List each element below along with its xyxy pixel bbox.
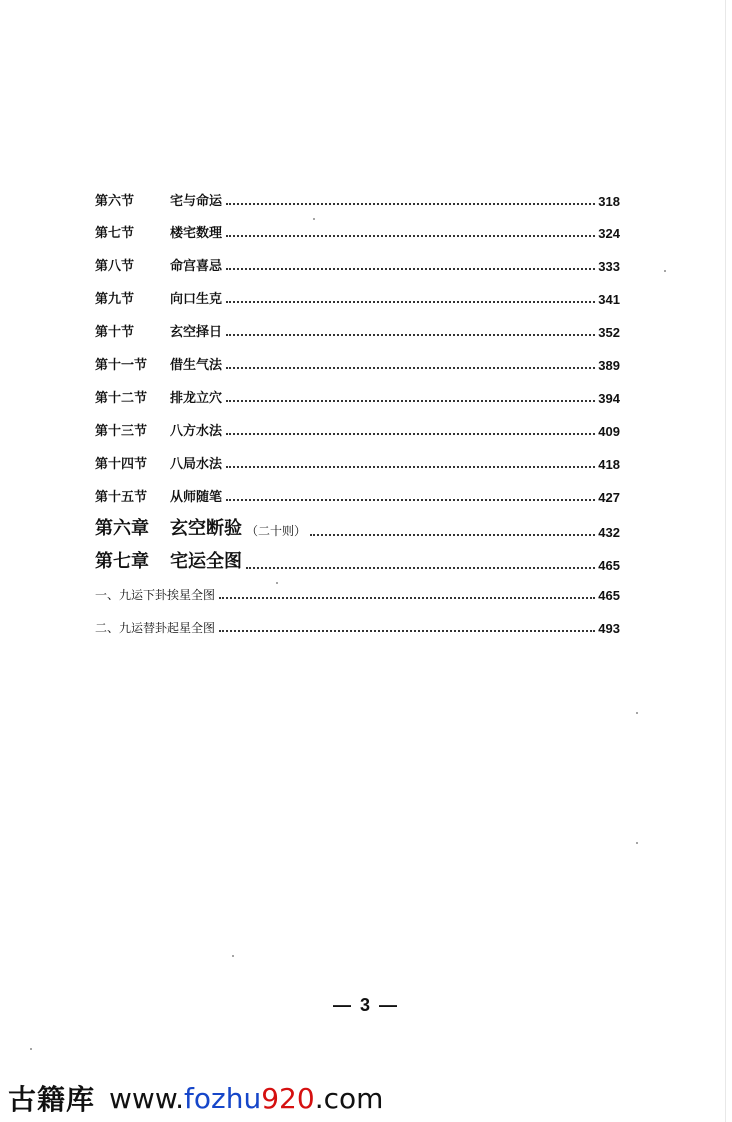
toc-row-chapter-7[interactable]	[95, 547, 620, 573]
subitem-title: 二、九运替卦起星全图	[95, 621, 216, 635]
site-watermark	[8, 1078, 383, 1118]
toc-row-section-15[interactable]	[95, 486, 620, 505]
section-title: 八局水法	[170, 457, 223, 472]
scan-speck	[636, 712, 638, 714]
toc-row-section-7[interactable]	[95, 222, 620, 241]
toc-row-chapter-6[interactable]	[95, 514, 620, 540]
toc-row-section-9[interactable]	[95, 288, 620, 307]
dot-leader	[226, 268, 595, 270]
scan-speck	[276, 582, 278, 584]
watermark-920: 920	[261, 1081, 315, 1115]
section-title: 宅与命运	[170, 194, 223, 209]
section-title: 借生气法	[170, 358, 223, 373]
page-edge	[725, 0, 726, 1122]
page-number: 333	[598, 259, 620, 274]
section-number: 第十二节	[95, 391, 148, 406]
page-number: 465	[598, 588, 620, 603]
section-title: 玄空择日	[170, 325, 223, 340]
toc-row-section-10[interactable]	[95, 321, 620, 340]
page-number: 324	[598, 226, 620, 241]
toc-row-section-11[interactable]	[95, 354, 620, 373]
toc-row-subitem-1[interactable]	[95, 586, 620, 603]
toc-row-section-13[interactable]	[95, 420, 620, 439]
section-number: 第十节	[95, 325, 135, 340]
section-title: 向口生克	[170, 292, 223, 307]
dot-leader	[219, 597, 595, 599]
chapter-title: 宅运全图	[170, 551, 242, 572]
chapter-title: 玄空断验	[170, 518, 242, 539]
section-number: 第六节	[95, 194, 135, 209]
section-number: 第七节	[95, 226, 135, 241]
scan-speck	[313, 218, 315, 220]
dot-leader	[226, 235, 595, 237]
toc-row-section-8[interactable]	[95, 255, 620, 274]
subitem-title: 一、九运下卦挨星全图	[95, 588, 216, 602]
section-number: 第九节	[95, 292, 135, 307]
section-title: 从师随笔	[170, 490, 223, 505]
chapter-note: （二十则）	[246, 524, 307, 538]
section-number: 第十一节	[95, 358, 148, 373]
page-number: 409	[598, 424, 620, 439]
watermark-name: 古籍库	[8, 1083, 96, 1116]
page-number: 389	[598, 358, 620, 373]
page-number: 394	[598, 391, 620, 406]
watermark-www: www.	[109, 1081, 185, 1115]
section-number: 第十五节	[95, 490, 148, 505]
dot-leader	[226, 301, 595, 303]
dot-leader	[310, 534, 595, 536]
section-number: 第十四节	[95, 457, 148, 472]
chapter-number: 第七章	[95, 551, 149, 572]
page-number: 465	[598, 558, 620, 573]
toc-row-subitem-2[interactable]	[95, 619, 620, 636]
dot-leader	[219, 630, 595, 632]
scan-speck	[636, 842, 638, 844]
dot-leader	[226, 400, 595, 402]
toc-row-section-6[interactable]	[95, 190, 620, 209]
section-title: 八方水法	[170, 424, 223, 439]
dot-leader	[226, 367, 595, 369]
page-number: 493	[598, 621, 620, 636]
page-number: 418	[598, 457, 620, 472]
watermark-com: .com	[314, 1081, 384, 1115]
dot-leader	[226, 433, 595, 435]
chapter-number: 第六章	[95, 518, 149, 539]
dot-leader	[226, 466, 595, 468]
page-number: 427	[598, 490, 620, 505]
toc-row-section-14[interactable]	[95, 453, 620, 472]
scan-speck	[664, 270, 666, 272]
section-title: 命宫喜忌	[170, 259, 223, 274]
page-folio: — 3 —	[332, 995, 399, 1015]
dot-leader	[246, 567, 595, 569]
dot-leader	[226, 334, 595, 336]
scan-speck	[30, 1048, 32, 1050]
section-title: 排龙立穴	[170, 391, 223, 406]
scan-speck	[232, 955, 234, 957]
dot-leader	[226, 203, 595, 205]
page-number: 352	[598, 325, 620, 340]
dot-leader	[226, 499, 595, 501]
toc-row-section-12[interactable]	[95, 387, 620, 406]
watermark-fozhu: fozhu	[184, 1081, 262, 1115]
section-title: 楼宅数理	[170, 226, 223, 241]
page-number: 318	[598, 194, 620, 209]
page-number: 341	[598, 292, 620, 307]
section-number: 第八节	[95, 259, 135, 274]
page-number: 432	[598, 525, 620, 540]
section-number: 第十三节	[95, 424, 148, 439]
